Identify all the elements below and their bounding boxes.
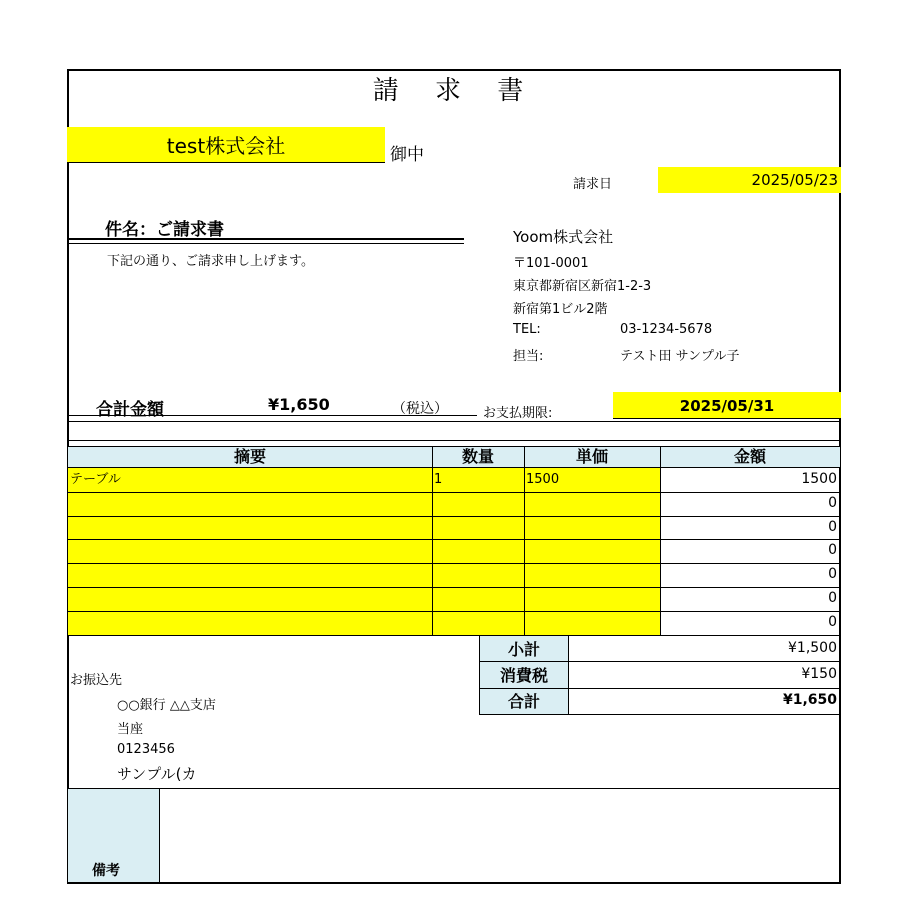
summary-line [479,688,841,689]
row-unit-price[interactable] [524,539,660,563]
remarks-divider [159,788,160,883]
row-description[interactable] [68,492,432,516]
header-amount: 金額 [733,447,766,466]
row-quantity[interactable] [432,587,524,611]
tax-value: ¥150 [801,666,837,682]
row-amount: 0 [828,542,837,559]
grand-total-value: ¥1,650 [782,692,837,708]
row-unit-price[interactable] [524,516,660,540]
row-unit-price[interactable]: 1500 [526,472,560,487]
bank-account-type: 当座 [117,722,144,737]
row-amount: 0 [828,566,837,583]
issuer-address-2: 新宿第1ビル2階 [513,302,608,317]
subject-note: 下記の通り、ご請求申し上げます。 [107,254,314,269]
grand-total-label: 合計 [507,692,540,711]
summary-line [479,635,480,715]
row-amount: 0 [828,494,837,511]
bank-branch: ○○銀行 △△支店 [117,698,216,713]
due-label: お支払期限: [483,406,553,421]
row-amount: 0 [828,590,837,606]
total-underline [67,415,477,416]
summary-line [479,661,841,662]
row-quantity[interactable] [432,492,524,516]
row-description[interactable] [68,539,432,563]
issuer-contact-label: 担当: [513,349,544,364]
invoice-title: 請 求 書 [372,76,538,106]
column-line [660,446,661,635]
row-amount: 1500 [801,471,837,487]
subject-underline [67,243,464,244]
header-description: 摘要 [233,447,266,466]
issuer-tel: 03-1234-5678 [620,322,713,337]
header-quantity: 数量 [461,447,494,466]
tax-included-note: （税込） [392,401,448,417]
row-quantity[interactable] [432,539,524,563]
bank-account-number: 0123456 [117,742,175,757]
row-description[interactable] [68,611,432,635]
row-line [67,635,841,636]
invoice-date-value[interactable]: 2025/05/23 [658,167,841,193]
row-amount: 0 [828,518,837,535]
client-name[interactable]: test株式会社 [67,127,385,163]
issuer-contact: テスト田 サンプル子 [620,349,740,364]
row-quantity[interactable]: 1 [434,472,443,487]
row-quantity[interactable] [432,611,524,635]
row-amount: 0 [828,613,837,630]
separator-line [67,421,841,422]
column-line [432,446,433,635]
subtotal-label: 小計 [507,640,540,659]
remarks-field[interactable] [161,790,839,882]
total-label: 合計金額 [96,400,164,420]
remarks-top-line [67,788,841,789]
subtotal-value: ¥1,500 [788,640,837,656]
due-date-value[interactable]: 2025/05/31 [613,392,841,419]
row-unit-price[interactable] [524,611,660,635]
summary-line [479,714,841,715]
remarks-label: 備考 [92,863,120,879]
issuer-address-1: 東京都新宿区新宿1-2-3 [513,279,652,294]
header-unit-price: 単価 [575,447,608,466]
issuer-postal: 〒101-0001 [513,256,589,271]
client-honorific: 御中 [390,145,424,165]
table-line [67,446,841,447]
row-description[interactable] [68,563,432,587]
invoice-date-label: 請求日 [573,177,613,192]
summary-line [568,635,569,715]
bank-label: お振込先 [70,673,123,688]
total-amount: ¥1,650 [268,395,330,414]
column-line [524,446,525,635]
row-unit-price[interactable] [524,492,660,516]
separator-line [67,440,841,441]
row-quantity[interactable] [432,563,524,587]
row-unit-price[interactable] [524,563,660,587]
row-description[interactable] [68,516,432,540]
row-quantity[interactable] [432,516,524,540]
issuer-company: Yoom株式会社 [513,228,614,246]
issuer-tel-label: TEL: [513,322,541,337]
subject-title: 件名：ご請求書 [67,215,464,240]
row-description[interactable]: テーブル [70,472,121,487]
row-unit-price[interactable] [524,587,660,611]
tax-label: 消費税 [499,666,548,685]
bank-account-holder: サンプル(カ [117,765,197,783]
row-description[interactable] [68,587,432,611]
